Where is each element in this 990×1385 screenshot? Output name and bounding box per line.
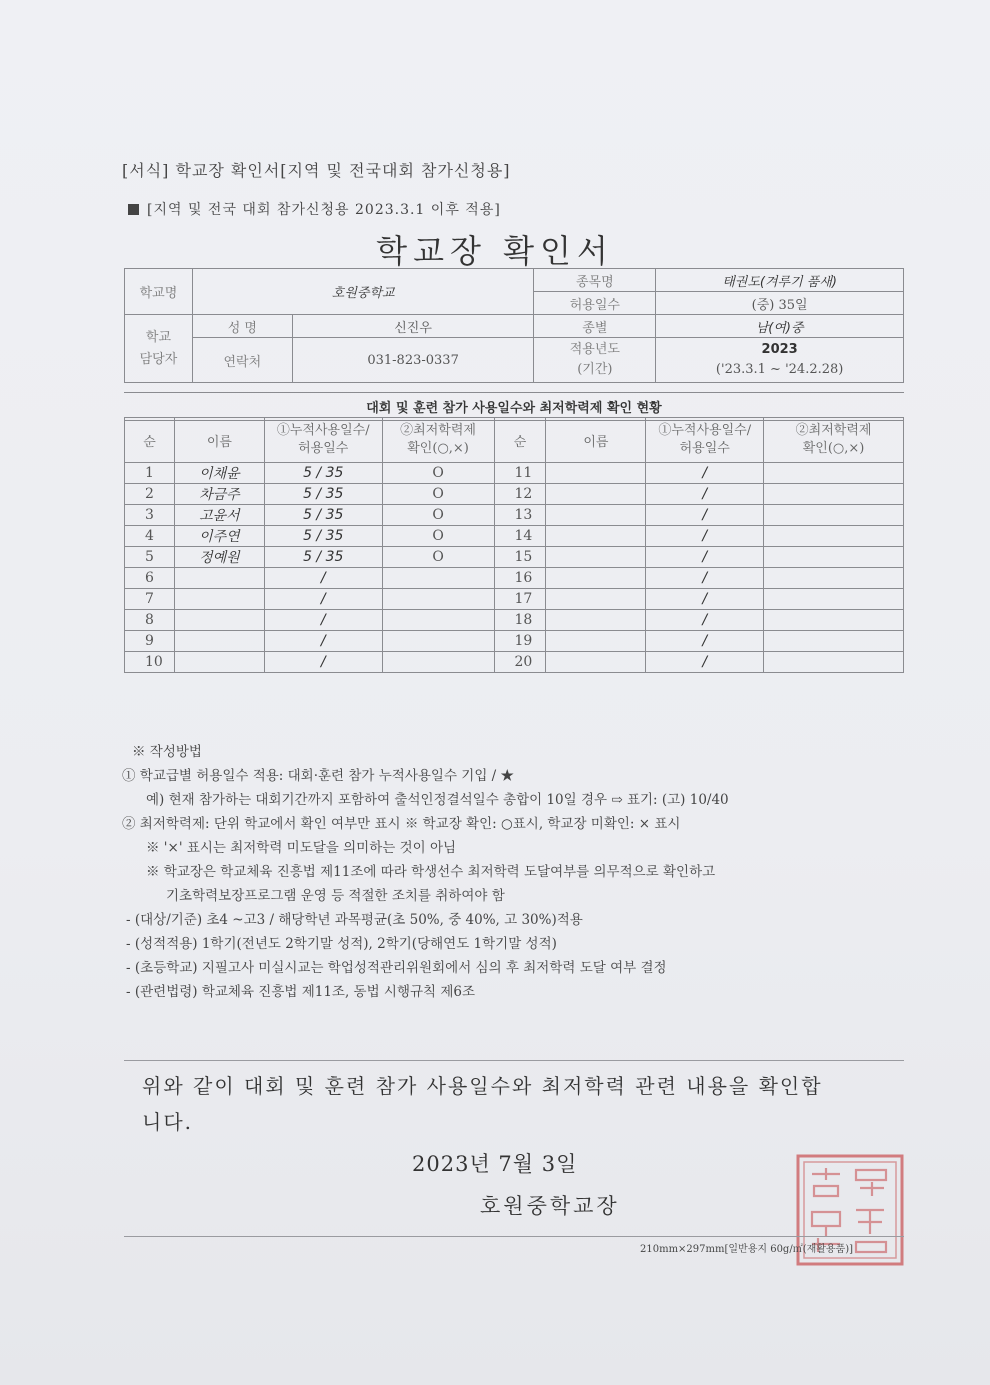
cell-days: 5 / 35 (264, 484, 382, 505)
cell-days: / (646, 631, 764, 652)
cell-name (546, 526, 646, 547)
note-line: 예) 현재 참가하는 대회기간까지 포함하여 출석인정결석일수 총합이 10일 경우 ⇨ 표기: (고) 10/40 (146, 792, 729, 808)
confirmation-line: 니다. (142, 1110, 193, 1134)
year-value: 2023 (761, 342, 798, 357)
cell-name (546, 568, 646, 589)
cell-days: / (646, 589, 764, 610)
cell-no: 2 (125, 484, 175, 505)
note-line: ① 학교급별 허용일수 적용: 대회·훈련 참가 누적사용일수 기입 / ★ (122, 768, 514, 784)
cell-name: 이채윤 (174, 463, 264, 484)
table-row (125, 589, 904, 610)
year-label: 적용년도 (기간) (534, 338, 656, 383)
name-label: 성 명 (192, 315, 292, 338)
cell-name (546, 463, 646, 484)
cell-days: / (646, 610, 764, 631)
cell-name (546, 631, 646, 652)
col-header-check-2: ②최저학력제 확인(○,×) (764, 418, 904, 463)
table-row (125, 547, 904, 568)
cell-days: / (264, 589, 382, 610)
cell-no: 3 (125, 505, 175, 526)
allowed-days-label: 허용일수 (534, 292, 656, 315)
col-header-no-2: 순 (494, 418, 546, 463)
cell-check (764, 505, 904, 526)
cell-days: / (264, 631, 382, 652)
cell-days: / (646, 652, 764, 673)
cell-days: / (646, 547, 764, 568)
table-row (125, 568, 904, 589)
cell-days: 5 / 35 (264, 463, 382, 484)
cell-check (764, 463, 904, 484)
cell-name: 이주연 (174, 526, 264, 547)
cell-no: 6 (125, 568, 175, 589)
cell-no: 18 (494, 610, 546, 631)
cell-no: 20 (494, 652, 546, 673)
event-label: 종목명 (534, 269, 656, 292)
writing-instructions (122, 740, 912, 1004)
cell-no: 17 (494, 589, 546, 610)
cell-name (174, 589, 264, 610)
note-line: - (초등학교) 지필고사 미실시교는 학업성적관리위원회에서 심의 후 최저학력 도달 여부 결정 (126, 960, 667, 976)
table-row (125, 652, 904, 673)
cell-no: 10 (125, 652, 175, 673)
cell-name (546, 505, 646, 526)
footer-divider (124, 1236, 904, 1237)
table-row (125, 526, 904, 547)
note-line: 기초학력보장프로그램 운영 등 적절한 조치를 취하여야 함 (166, 888, 505, 904)
cell-no: 19 (494, 631, 546, 652)
cell-check (764, 484, 904, 505)
form-subtitle-text: [지역 및 전국 대회 참가신청용 2023.3.1 이후 적용] (147, 202, 501, 218)
cell-name (174, 631, 264, 652)
cell-check (764, 589, 904, 610)
cell-no: 15 (494, 547, 546, 568)
form-subtitle (128, 199, 501, 219)
col-header-check: ②최저학력제 확인(○,×) (382, 418, 494, 463)
col-header-days: ①누적사용일수/ 허용일수 (264, 418, 382, 463)
note-line: ※ 학교장은 학교체육 진흥법 제11조에 따라 학생선수 최저학력 도달여부를 의무적으로 확인하고 (146, 864, 716, 880)
name-value: 신진우 (292, 315, 534, 338)
paper-spec: 210mm×297mm[일반용지 60g/㎡(재활용품)] (640, 1244, 854, 1255)
info-table (124, 268, 904, 383)
period-value: ('23.3.1 ~ '24.2.28) (715, 362, 844, 377)
manager-label: 학교 담당자 (125, 315, 193, 383)
cell-check: O (382, 463, 494, 484)
cell-name (174, 610, 264, 631)
allowed-days-value: (중) 35일 (656, 292, 904, 315)
table-row (125, 505, 904, 526)
page-title: 학교장 확인서 (376, 232, 614, 270)
confirmation-line: 위와 같이 대회 및 훈련 참가 사용일수와 최저학력 관련 내용을 확인합 (142, 1074, 823, 1098)
cell-name (546, 484, 646, 505)
note-line: - (관련법령) 학교체육 진흥법 제11조, 동법 시행규칙 제6조 (126, 984, 476, 1000)
cell-no: 14 (494, 526, 546, 547)
cell-check: O (382, 547, 494, 568)
confirmation-text (142, 1068, 902, 1140)
col-header-name-2: 이름 (546, 418, 646, 463)
gender-value: 남(여)중 (656, 315, 904, 338)
cell-check (764, 526, 904, 547)
cell-days: / (646, 463, 764, 484)
col-header-name: 이름 (174, 418, 264, 463)
cell-check: O (382, 526, 494, 547)
cell-days: 5 / 35 (264, 505, 382, 526)
form-label: [서식] 학교장 확인서[지역 및 전국대회 참가신청용] (122, 161, 511, 180)
cell-check (382, 610, 494, 631)
cell-days: 5 / 35 (264, 547, 382, 568)
cell-check: O (382, 484, 494, 505)
cell-no: 13 (494, 505, 546, 526)
year-cell (656, 338, 904, 383)
table-row (125, 484, 904, 505)
divider (124, 1060, 904, 1061)
notes-heading: ※ 작성방법 (132, 744, 202, 760)
cell-check (764, 568, 904, 589)
school-value: 호원중학교 (192, 269, 534, 315)
cell-name: 차금주 (174, 484, 264, 505)
table-row (125, 631, 904, 652)
table-row (125, 610, 904, 631)
cell-days: 5 / 35 (264, 526, 382, 547)
table-row (125, 463, 904, 484)
principal-name: 호원중학교장 (480, 1194, 620, 1218)
cell-name (546, 652, 646, 673)
cell-check (382, 589, 494, 610)
cell-days: / (646, 484, 764, 505)
cell-days: / (646, 505, 764, 526)
cell-no: 9 (125, 631, 175, 652)
col-header-days-2: ①누적사용일수/ 허용일수 (646, 418, 764, 463)
cell-name (174, 568, 264, 589)
cell-no: 5 (125, 547, 175, 568)
contact-label: 연락처 (192, 338, 292, 383)
cell-check (382, 568, 494, 589)
cell-no: 16 (494, 568, 546, 589)
note-line: ※ '×' 표시는 최저학력 미도달을 의미하는 것이 아님 (146, 840, 457, 856)
cell-name: 정예원 (174, 547, 264, 568)
cell-no: 11 (494, 463, 546, 484)
note-line: - (대상/기준) 초4 ~고3 / 해당학년 과목평균(초 50%, 중 40%, 고 30%)적용 (126, 912, 583, 928)
gender-label: 종별 (534, 315, 656, 338)
event-value: 태권도(겨루기 품새) (656, 269, 904, 292)
cell-no: 12 (494, 484, 546, 505)
cell-no: 8 (125, 610, 175, 631)
cell-no: 1 (125, 463, 175, 484)
cell-no: 4 (125, 526, 175, 547)
note-line: - (성적적용) 1학기(전년도 2학기말 성적), 2학기(당해연도 1학기말 성적) (126, 936, 557, 952)
cell-name (546, 589, 646, 610)
cell-check (764, 652, 904, 673)
col-header-no: 순 (125, 418, 175, 463)
contact-value: 031-823-0337 (292, 338, 534, 383)
school-label: 학교명 (125, 269, 193, 315)
cell-check: O (382, 505, 494, 526)
cell-check (764, 631, 904, 652)
cell-name (174, 652, 264, 673)
cell-days: / (264, 652, 382, 673)
cell-check (382, 631, 494, 652)
cell-days: / (264, 610, 382, 631)
cell-check (764, 547, 904, 568)
cell-check (764, 610, 904, 631)
confirmation-date: 2023년 7월 3일 (412, 1152, 578, 1176)
cell-name (546, 610, 646, 631)
cell-name: 고윤서 (174, 505, 264, 526)
cell-check (382, 652, 494, 673)
square-bullet-icon (128, 204, 139, 215)
note-line: ② 최저학력제: 단위 학교에서 확인 여부만 표시 ※ 학교장 확인: ○표시, 학교장 미확인: × 표시 (122, 816, 681, 832)
status-section-title: 대회 및 훈련 참가 사용일수와 최저학력제 확인 현황 (124, 392, 904, 421)
cell-name (546, 547, 646, 568)
status-table (124, 417, 904, 673)
cell-days: / (646, 568, 764, 589)
cell-days: / (646, 526, 764, 547)
cell-no: 7 (125, 589, 175, 610)
cell-days: / (264, 568, 382, 589)
